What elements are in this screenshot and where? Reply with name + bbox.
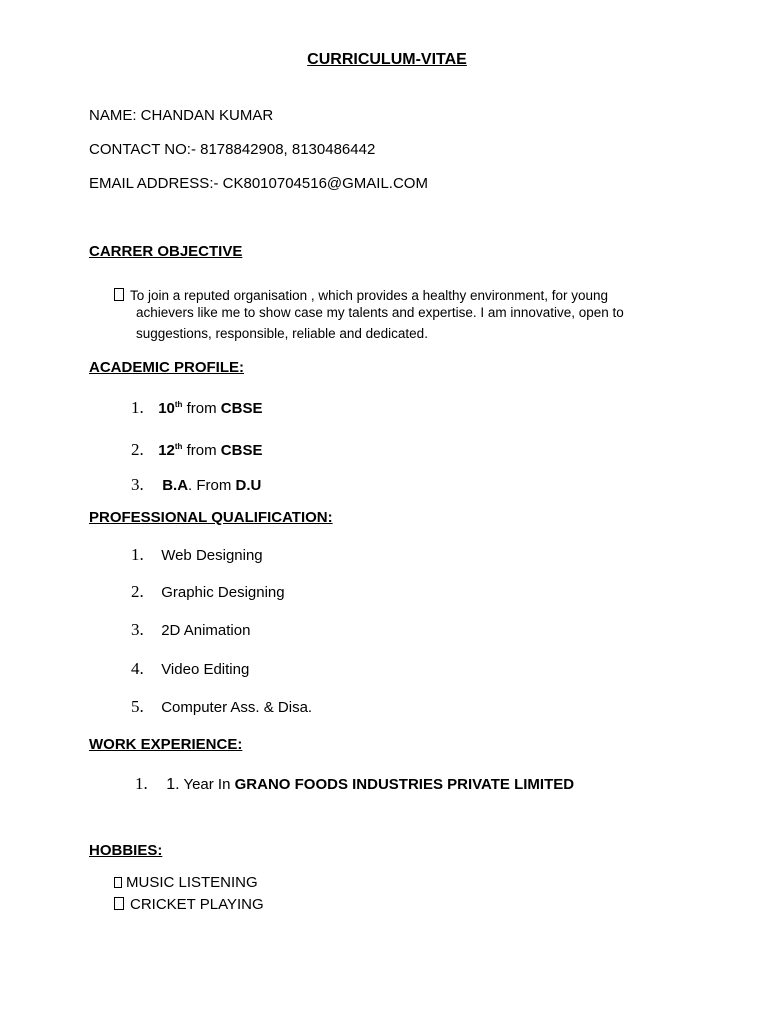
list-number: 2.	[131, 582, 144, 601]
email-line: EMAIL ADDRESS:- CK8010704516@GMAIL.COM	[89, 175, 428, 192]
professional-item-1	[131, 545, 263, 565]
academic-board: CBSE	[220, 442, 263, 459]
hobby-item-1	[114, 874, 258, 891]
document-title: CURRICULUM-VITAE	[307, 51, 467, 68]
work-years: 1.	[166, 776, 180, 793]
objective-line-2: achievers like me to show case my talents and expertise. I am innovative, open to	[136, 305, 624, 320]
list-number: 4.	[131, 659, 144, 678]
list-number: 3.	[131, 620, 144, 639]
academic-sup: th	[174, 400, 183, 409]
work-mid: Year In	[179, 776, 235, 793]
academic-degree: 10	[158, 400, 175, 417]
list-number: 3.	[131, 475, 144, 494]
bullet-icon	[114, 897, 124, 910]
professional-heading: PROFESSIONAL QUALIFICATION:	[89, 509, 333, 526]
academic-item-1	[131, 398, 262, 418]
hobby-text: CRICKET PLAYING	[130, 896, 264, 913]
bullet-icon	[114, 288, 124, 301]
academic-from: from	[182, 442, 221, 459]
name-line: NAME: CHANDAN KUMAR	[89, 107, 274, 124]
contact-line: CONTACT NO:- 8178842908, 8130486442	[89, 141, 376, 158]
professional-text: 2D Animation	[161, 622, 251, 639]
professional-text: Computer Ass. & Disa.	[161, 699, 313, 716]
academic-board: CBSE	[220, 400, 263, 417]
academic-item-3	[131, 475, 261, 495]
professional-text: Graphic Designing	[161, 584, 285, 601]
objective-heading: CARRER OBJECTIVE	[89, 243, 243, 260]
list-number: 1.	[131, 545, 144, 564]
hobby-text: MUSIC LISTENING	[126, 874, 258, 891]
academic-degree: B.A	[162, 477, 189, 494]
objective-line-3: suggestions, responsible, reliable and dedicated.	[136, 326, 428, 341]
academic-heading: ACADEMIC PROFILE:	[89, 359, 244, 376]
list-number: 1.	[131, 398, 144, 417]
hobbies-heading: HOBBIES:	[89, 842, 163, 859]
list-number: 2.	[131, 440, 144, 459]
objective-line-1	[114, 288, 608, 303]
professional-item-5	[131, 697, 312, 717]
bullet-icon	[114, 877, 122, 888]
hobby-item-2	[114, 896, 264, 913]
professional-text: Web Designing	[161, 547, 263, 564]
list-number: 5.	[131, 697, 144, 716]
work-heading: WORK EXPERIENCE:	[89, 736, 243, 753]
objective-text-1: To join a reputed organisation , which provides a healthy environment, for young	[130, 288, 609, 303]
work-company: GRANO FOODS INDUSTRIES PRIVATE LIMITED	[234, 776, 575, 793]
list-number: 1.	[135, 774, 148, 793]
academic-board: D.U	[235, 477, 262, 494]
professional-item-4	[131, 659, 249, 679]
professional-text: Video Editing	[161, 661, 250, 678]
professional-item-2	[131, 582, 285, 602]
work-item-1	[135, 774, 574, 794]
academic-sup: th	[174, 442, 183, 451]
academic-degree: 12	[158, 442, 175, 459]
academic-item-2	[131, 440, 262, 460]
academic-from: . From	[188, 477, 236, 494]
professional-item-3	[131, 620, 250, 640]
academic-from: from	[182, 400, 221, 417]
